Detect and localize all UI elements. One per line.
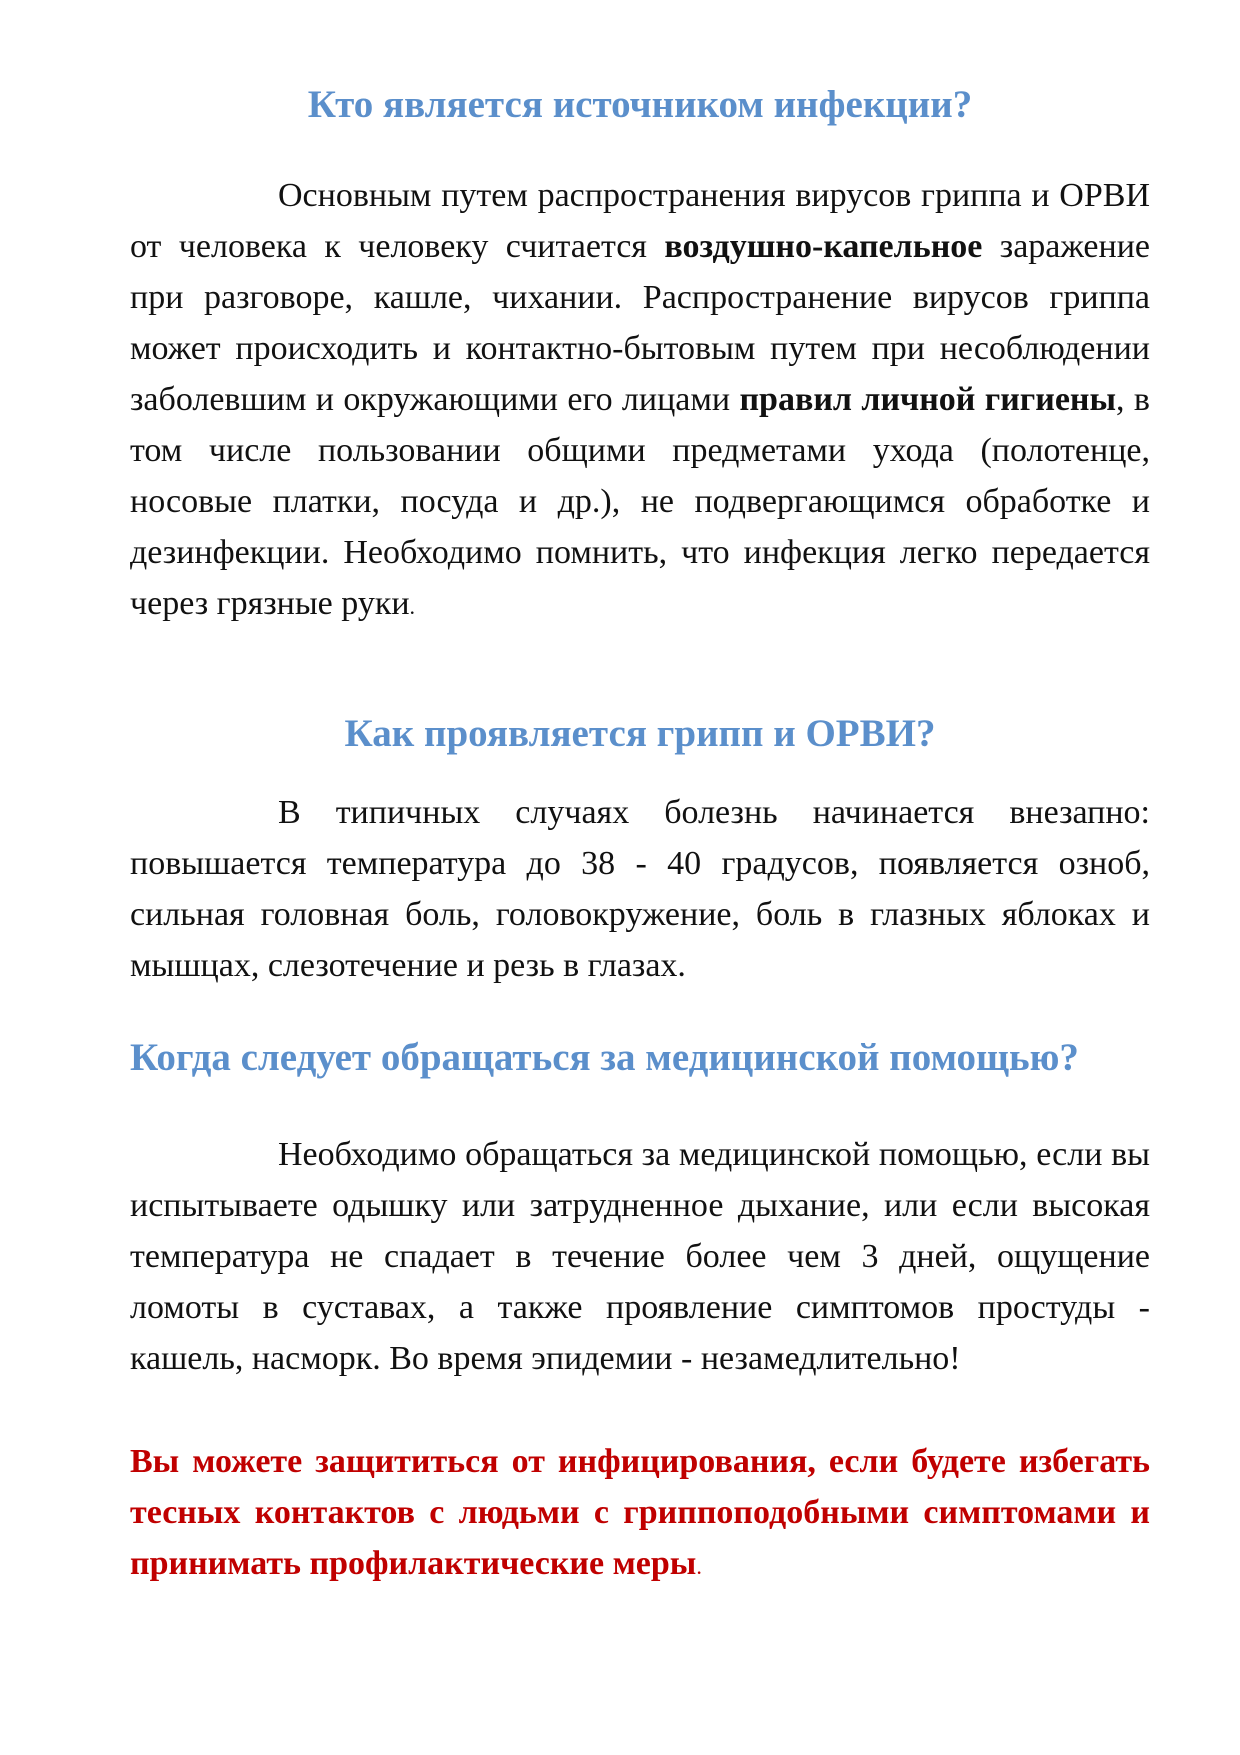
bold-hygiene-rules: правил личной гигиены xyxy=(739,381,1117,418)
warning-text: Вы можете защититься от инфицирования, если будете избегать тесных контактов с людьми с гриппоподобными симптомами и принимать профилактические меры xyxy=(130,1443,1150,1582)
bold-airborne: воздушно-капельное xyxy=(664,228,983,265)
heading-medical-help: Когда следует обращаться за медицинской помощью? xyxy=(130,1036,1079,1079)
paragraph-symptoms: В типичных случаях болезнь начинается внезапно: повышается температура до 38 - 40 градусов, появляется озноб, сильная головная боль, головокружение, боль в глазных яблоках и мышцах, слезотечение и резь в глазах. xyxy=(130,794,1150,984)
heading-symptoms: Как проявляется грипп и ОРВИ? xyxy=(344,712,936,755)
warning-period: . xyxy=(696,1554,702,1579)
text-segment: , в том числе пользовании общими предметами ухода (полотенце, носовые платки, посуда и др.), не подвергающимся обработке и дезинфекции. Необходимо помнить, что инфекция легко передается через грязные руки xyxy=(130,381,1150,622)
text-period: . xyxy=(409,594,416,619)
paragraph-infection-source xyxy=(130,170,1150,632)
text-segment: Основным путем распространения вирусов гриппа и ОРВИ от человека к человеку считается xyxy=(130,177,1150,265)
warning-protection xyxy=(130,1436,1150,1592)
text-segment: заражение при разговоре, кашле, чихании. Распространение вирусов гриппа может происходить и контактно-бытовым путем при несоблюдении заболевшим и окружающими его лицами xyxy=(130,228,1150,418)
heading-infection-source: Кто является источником инфекции? xyxy=(307,83,973,126)
paragraph-medical-help: Необходимо обращаться за медицинской помощью, если вы испытываете одышку или затрудненное дыхание, или если высокая температура не спадает в течение более чем 3 дней, ощущение ломоты в суставах, а также проявление симптомов простуды - кашель, насморк. Во время эпидемии - незамедлительно! xyxy=(130,1136,1150,1377)
